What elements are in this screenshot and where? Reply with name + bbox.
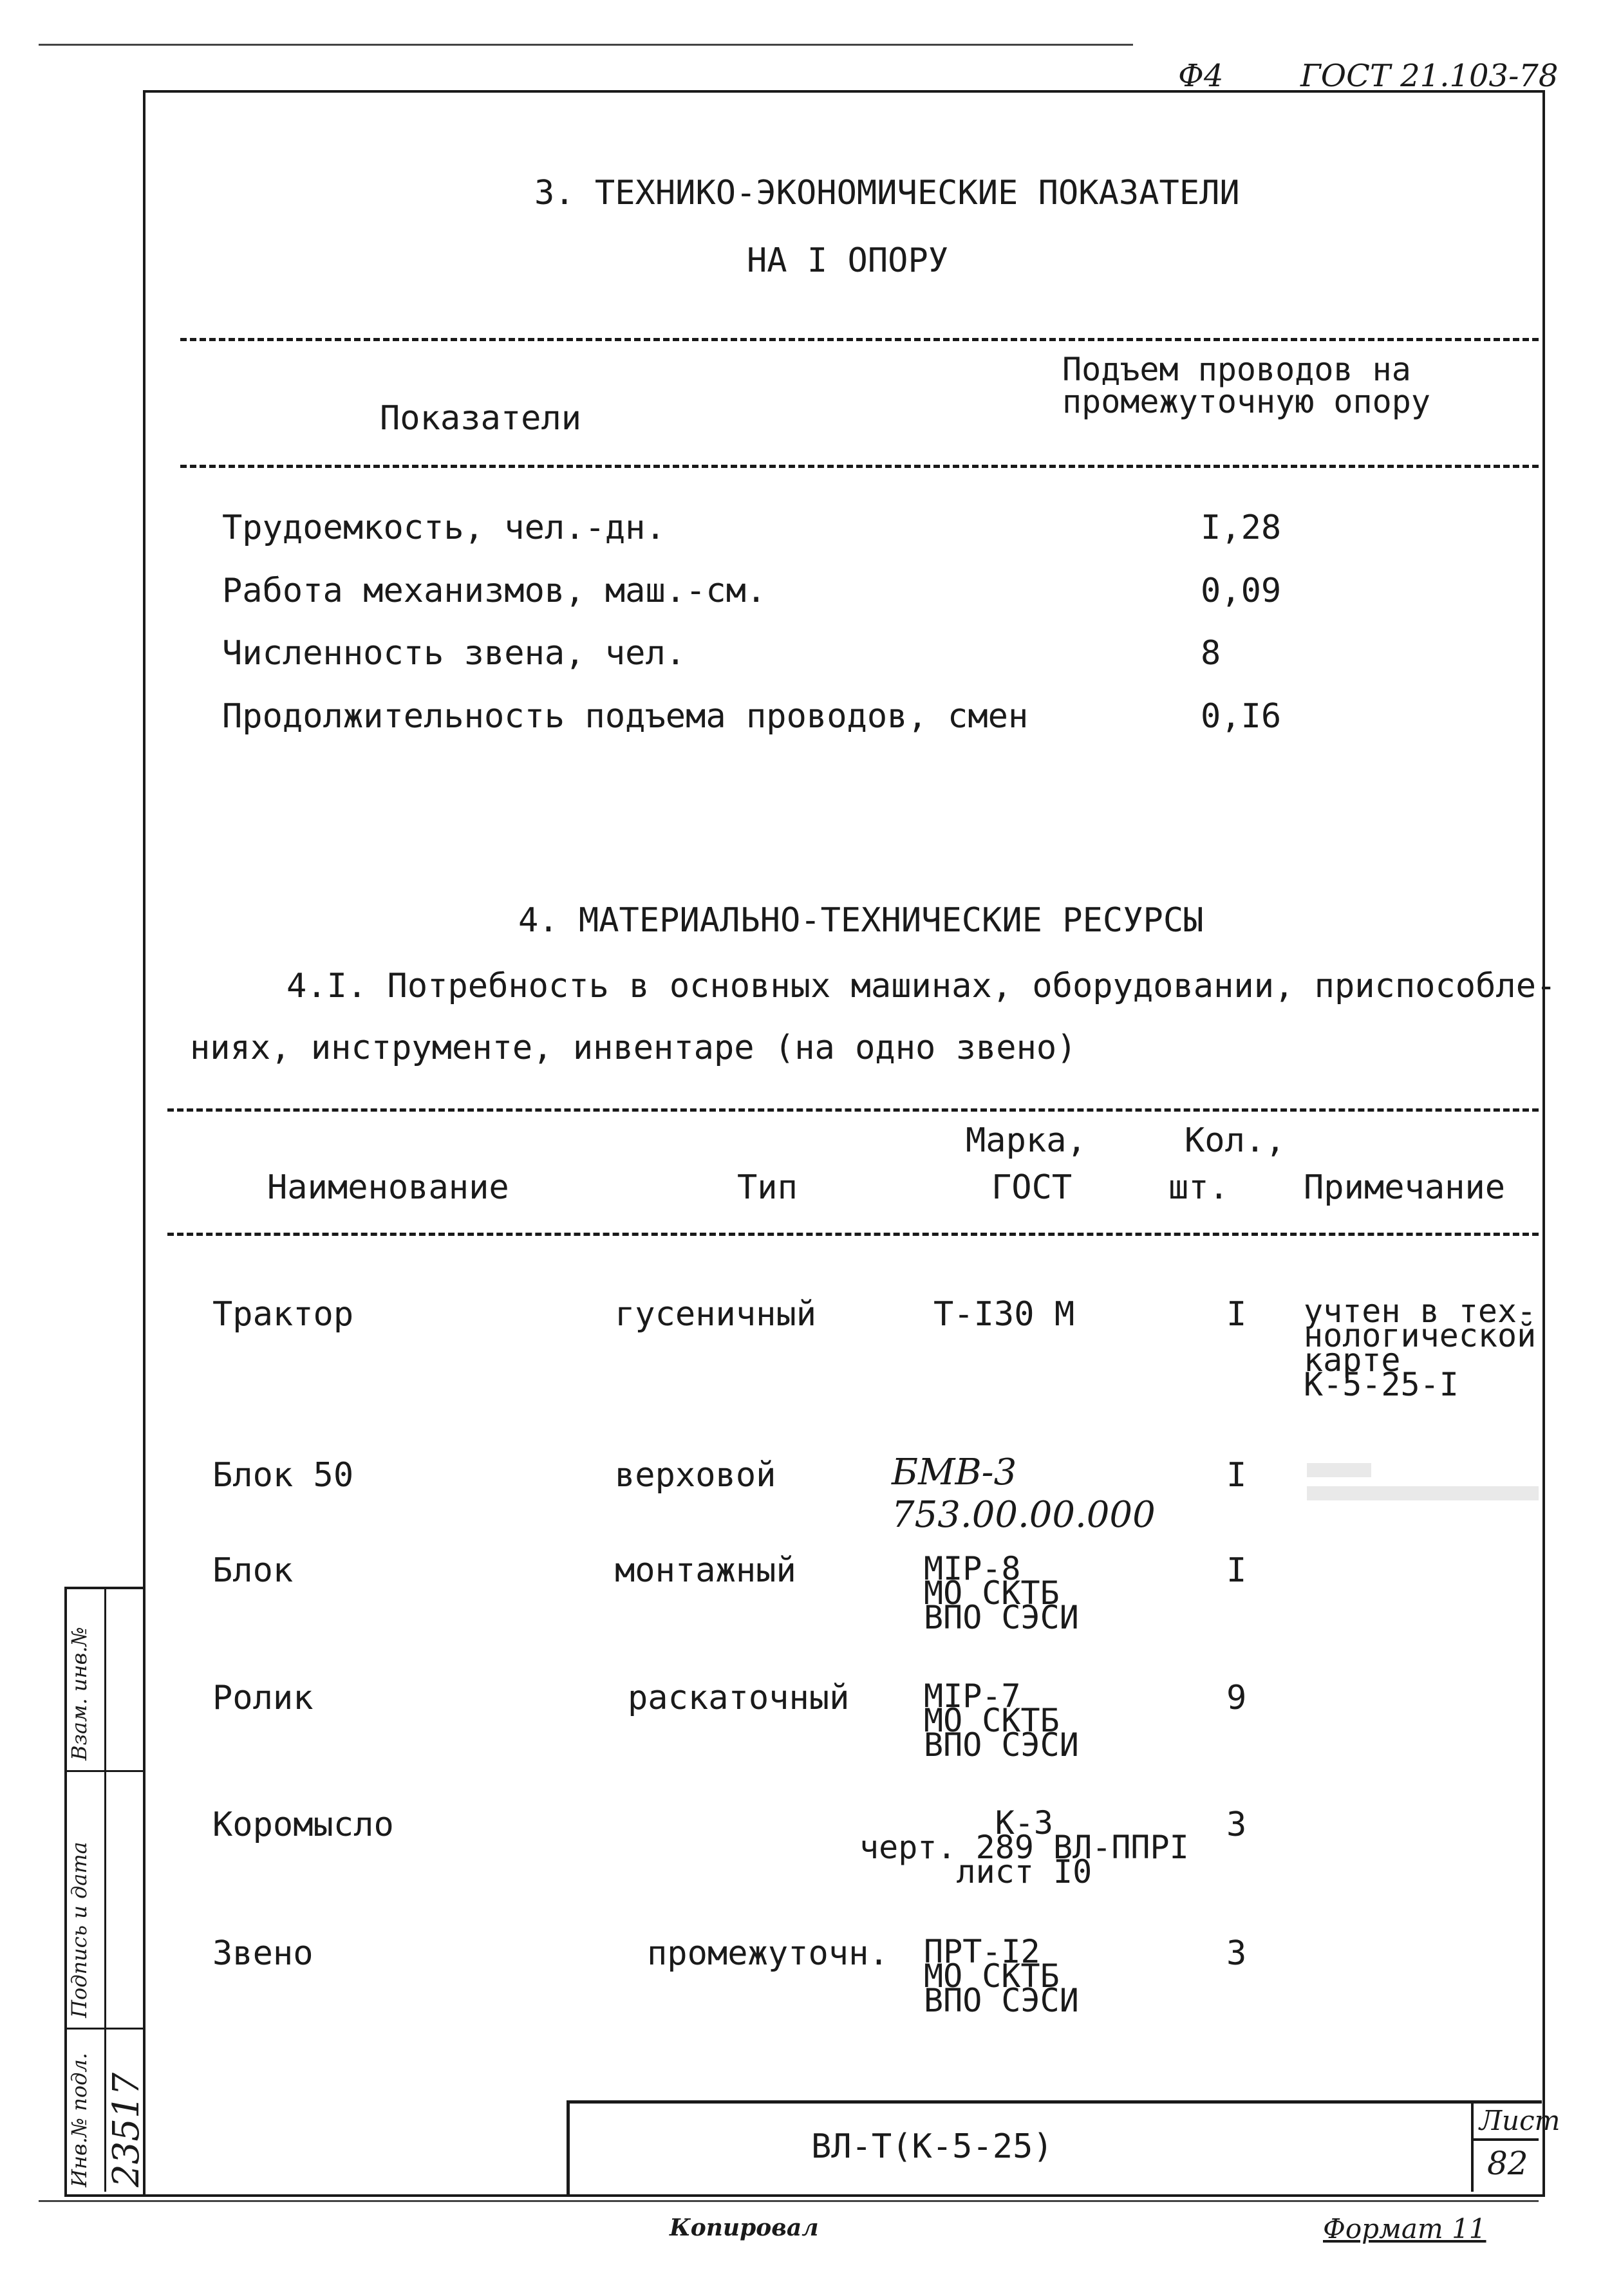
standard-code: ГОСТ 21.103-78 <box>1300 58 1559 94</box>
row-link-name: Звено <box>212 1934 314 1973</box>
table1-header-value-l1: Подъем проводов на <box>1062 351 1411 388</box>
row-link-type: промежуточн. <box>647 1934 889 1973</box>
row-machines-label: Работа механизмов, маш.-см. <box>222 572 767 610</box>
side-signature-label: Подпись и дата <box>67 1842 91 2018</box>
row-block50-qty: I <box>1226 1456 1247 1495</box>
row-roller-type: раскаточный <box>628 1679 850 1717</box>
title-block-divider <box>1471 2100 1474 2192</box>
row-link-brand: ПРТ-I2 МО СКТБ ВПО СЭСИ <box>924 1933 1079 2019</box>
col-note: Примечание <box>1304 1168 1506 1207</box>
section4-para-line1: 4.I. Потребность в основных машинах, оборудовании, приспособле- <box>286 967 1557 1005</box>
sheet-number: 82 <box>1487 2145 1528 2182</box>
title-block <box>567 2100 1542 2195</box>
row-tractor-note: учтен в тех- нологической карте К-5-25-I <box>1304 1293 1537 1403</box>
table2-top-rule <box>167 1108 1539 1112</box>
row-roller-brand: MIP-7 МО СКТБ ВПО СЭСИ <box>924 1677 1079 1764</box>
table1-header-indicator: Показатели <box>380 399 582 438</box>
sheet-label: Лист <box>1479 2105 1560 2136</box>
row-tractor-type: гусеничный <box>615 1295 817 1334</box>
row-duration-value: 0,I6 <box>1201 697 1282 736</box>
table1-header-value-l2: промежуточную опору <box>1062 383 1430 420</box>
table1-header-rule <box>180 465 1539 468</box>
row-tractor-name: Трактор <box>212 1295 354 1334</box>
row-block-name: Блок <box>212 1551 294 1590</box>
sheet-code: Ф4 <box>1178 58 1224 94</box>
top-scan-line <box>39 44 1133 46</box>
section3-subtitle: НА I ОПОРУ <box>747 241 949 280</box>
section3-title: 3. ТЕХНИКО-ЭКОНОМИЧЕСКИЕ ПОКАЗАТЕЛИ <box>534 174 1240 212</box>
col-name: Наименование <box>267 1168 509 1207</box>
row-rocker-qty: 3 <box>1226 1806 1247 1844</box>
col-qty-l1: Кол., <box>1185 1121 1286 1160</box>
row-rocker-brand: К-3 черт. 289 ВЛ-ППРI лист I0 <box>859 1804 1189 1890</box>
footer-format: Формат 11 <box>1323 2213 1486 2245</box>
row-crew-label: Численность звена, чел. <box>222 634 686 673</box>
row-machines-value: 0,09 <box>1201 572 1282 610</box>
side-stamp-rule-1 <box>64 1770 143 1772</box>
row-crew-value: 8 <box>1201 634 1221 673</box>
table2-header-rule <box>167 1233 1539 1236</box>
row-link-qty: 3 <box>1226 1934 1247 1973</box>
section4-title: 4. МАТЕРИАЛЬНО-ТЕХНИЧЕСКИЕ РЕСУРСЫ <box>518 901 1204 940</box>
row-block-type: монтажный <box>615 1551 796 1590</box>
row-roller-qty: 9 <box>1226 1679 1247 1717</box>
row-block50-brand: БМВ-3 753.00.00.000 <box>892 1451 1156 1536</box>
side-replace-label: Взам. инв.№ <box>67 1627 91 1760</box>
row-block-qty: I <box>1226 1551 1247 1590</box>
footer-copied: Копировал <box>670 2214 819 2241</box>
row-duration-label: Продолжительность подъема проводов, смен <box>222 697 1029 736</box>
row-block-brand: MIP-8 МО СКТБ ВПО СЭСИ <box>924 1550 1079 1636</box>
row-rocker-name: Коромысло <box>212 1806 394 1844</box>
col-type: Тип <box>737 1168 798 1207</box>
row-labor-value: I,28 <box>1201 509 1282 547</box>
row-roller-name: Ролик <box>212 1679 314 1717</box>
row-block50-name: Блок 50 <box>212 1456 354 1495</box>
faded-note-stamp <box>1307 1458 1551 1509</box>
bottom-scan-line <box>39 2200 1539 2202</box>
col-brand-l1: Марка, <box>966 1121 1087 1160</box>
row-tractor-brand: Т-I30 М <box>933 1295 1075 1334</box>
side-inv-number: 23517 <box>106 2072 147 2187</box>
col-qty-l2: шт. <box>1168 1168 1229 1207</box>
sheet-box-divider <box>1471 2138 1539 2141</box>
col-brand-l2: ГОСТ <box>991 1168 1073 1207</box>
table1-top-rule <box>180 338 1539 341</box>
row-tractor-qty: I <box>1226 1295 1247 1334</box>
side-inv-label: Инв.№ подл. <box>67 2053 91 2187</box>
section4-para-line2: ниях, инструменте, инвентаре (на одно звено) <box>190 1029 1077 1067</box>
doc-code: ВЛ-Т(К-5-25) <box>811 2127 1053 2166</box>
side-stamp-rule-2 <box>64 2028 143 2030</box>
row-block50-type: верховой <box>615 1456 776 1495</box>
row-labor-label: Трудоемкость, чел.-дн. <box>222 509 666 547</box>
